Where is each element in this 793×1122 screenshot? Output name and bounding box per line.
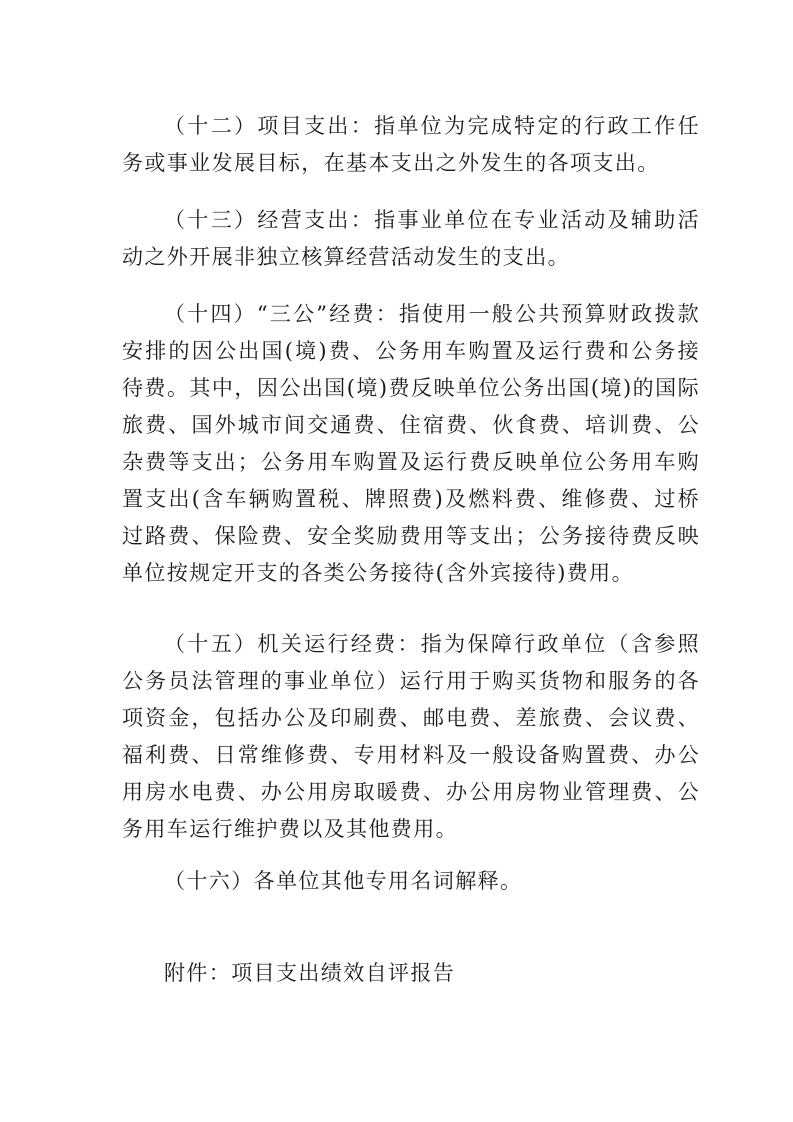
paragraph-three-public-expenses: （十四）“三公”经费：指使用一般公共预算财政拨款安排的因公出国(境)费、公务用车购置及运行费和公务接待费。其中，因公出国(境)费反映单位公务出国(境)的国际旅费、国外城市间交通费、住宿费、伙食费、培训费、公杂费等支出；公务用车购置及运行费反映单位公务用车购置支出(含车辆购置税、牌照费)及燃料费、维修费、过桥过路费、保险费、安全奖励费用等支出；公务接待费反映单位按规定开支的各类公务接待(含外宾接待)费用。	[122, 302, 700, 585]
paragraph-agency-operating-expenses: （十五）机关运行经费：指为保障行政单位（含参照公务员法管理的事业单位）运行用于购买货物和服务的各项资金，包括办公及印刷费、邮电费、差旅费、会议费、福利费、日常维修费、专用材料及一般设备购置费、办公用房水电费、办公用房取暖费、办公用房物业管理费、公务用车运行维护费以及其他费用。	[122, 632, 700, 841]
paragraph-project-expenditure: （十二）项目支出：指单位为完成特定的行政工作任务或事业发展目标，在基本支出之外发生的各项支出。	[122, 114, 700, 175]
paragraph-operating-expenditure: （十三）经营支出：指事业单位在专业活动及辅助活动之外开展非独立核算经营活动发生的支出。	[122, 208, 700, 269]
attachment-note: 附件：项目支出绩效自评报告	[164, 961, 456, 985]
paragraph-other-terms: （十六）各单位其他专用名词解释。	[164, 869, 523, 893]
